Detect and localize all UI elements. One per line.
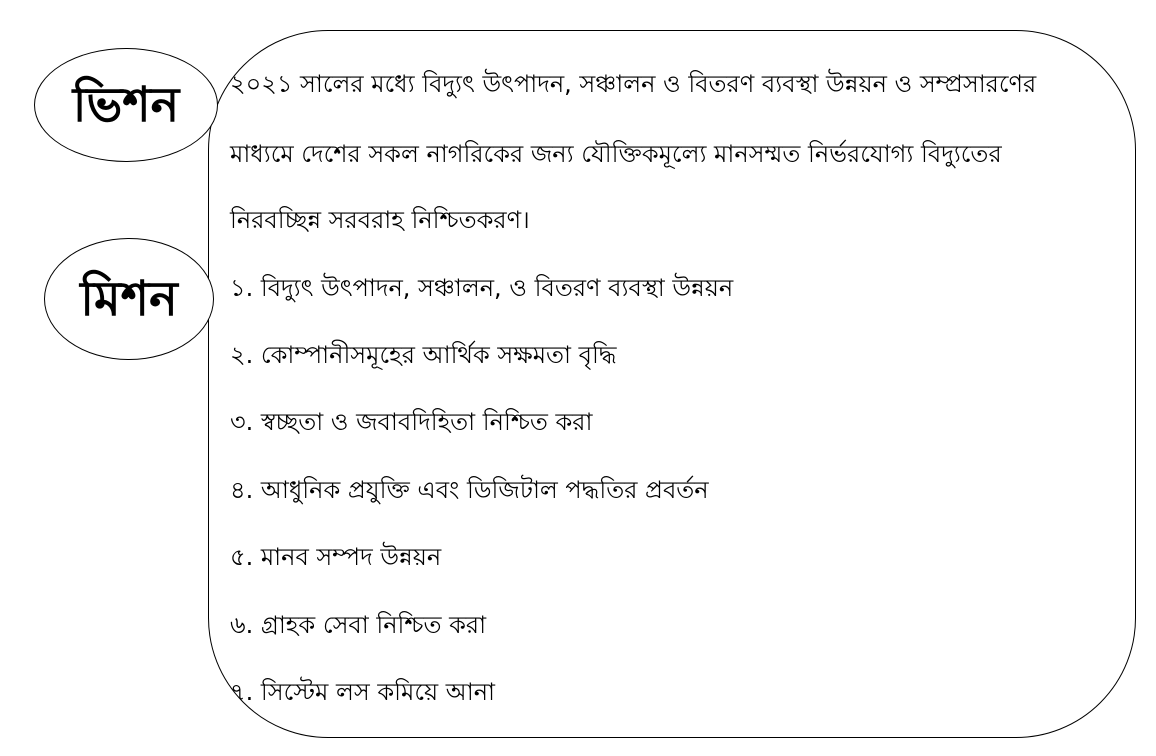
mission-item-3: ৩. স্বচ্ছতা ও জবাবদিহিতা নিশ্চিত করা	[230, 408, 593, 436]
vision-label-ellipse	[34, 48, 218, 162]
mission-item-6: ৬. গ্রাহক সেবা নিশ্চিত করা	[230, 611, 487, 639]
mission-item-5: ৫. মানব সম্পদ উন্নয়ন	[230, 543, 442, 571]
mission-item-7: ৭. সিস্টেম লস কমিয়ে আনা	[230, 678, 496, 706]
mission-item-4: ৪. আধুনিক প্রযুক্তি এবং ডিজিটাল পদ্ধতির প্রবর্তন	[230, 476, 709, 504]
vision-heading: ভিশন	[72, 77, 180, 133]
mission-item-2: ২. কোম্পানীসমূহের আর্থিক সক্ষমতা বৃদ্ধি	[230, 341, 617, 369]
mission-item-1: ১. বিদ্যুৎ উৎপাদন, সঞ্চালন, ও বিতরণ ব্যবস্থা উন্নয়ন	[230, 274, 734, 302]
mission-label-ellipse	[44, 238, 214, 360]
vision-text-line-1: ২০২১ সালের মধ্যে বিদ্যুৎ উৎপাদন, সঞ্চালন ও বিতরণ ব্যবস্থা উন্নয়ন ও সম্প্রসারণের	[230, 70, 1037, 98]
mission-heading: মিশন	[80, 271, 178, 327]
vision-text-line-3: নিরবচ্ছিন্ন সরবরাহ নিশ্চিতকরণ।	[230, 206, 530, 234]
vision-text-line-2: মাধ্যমে দেশের সকল নাগরিকের জন্য যৌক্তিকমূল্যে মানসম্মত নির্ভরযোগ্য বিদ্যুতের	[230, 140, 1002, 168]
